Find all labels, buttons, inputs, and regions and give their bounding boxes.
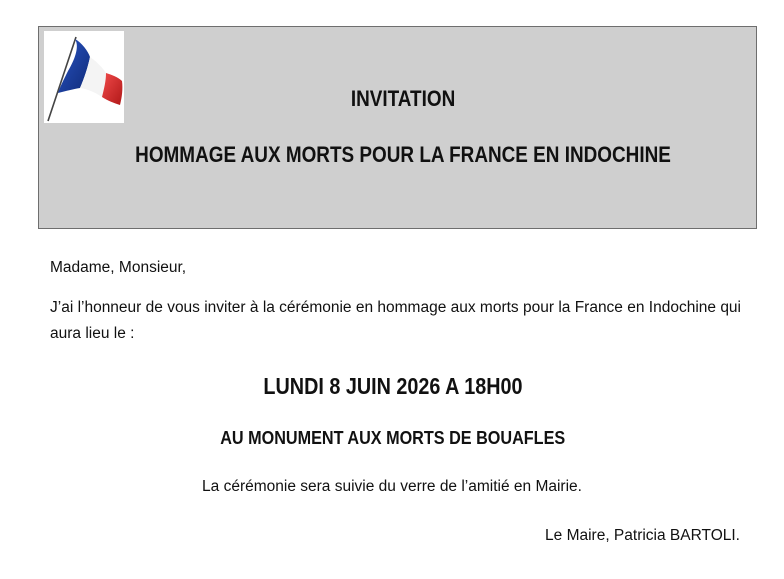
intro-paragraph: J’ai l’honneur de vous inviter à la cérémonie en hommage aux morts pour la France en Indochine qui aura lieu le :: [50, 299, 741, 342]
header-box: [38, 26, 757, 229]
event-location: AU MONUMENT AUX MORTS DE BOUAFLES: [220, 428, 566, 448]
invitation-heading: INVITATION: [350, 86, 456, 111]
greeting: Madame, Monsieur,: [50, 259, 187, 276]
event-date-time: LUNDI 8 JUIN 2026 A 18H00: [263, 373, 523, 399]
followup-note: La cérémonie sera suivie du verre de l’amitié en Mairie.: [202, 478, 582, 495]
signature: Le Maire, Patricia BARTOLI.: [545, 527, 740, 544]
event-title: HOMMAGE AUX MORTS POUR LA FRANCE EN INDOCHINE: [135, 142, 671, 167]
